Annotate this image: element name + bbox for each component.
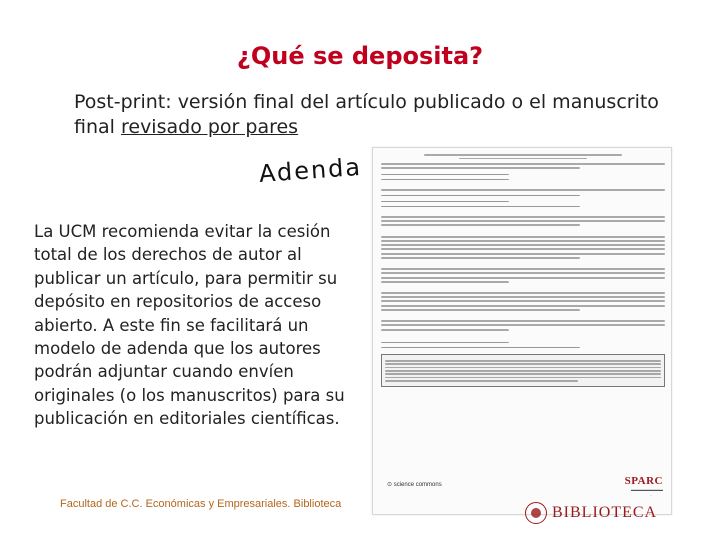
science-commons-logo: ⊙ science commons	[387, 482, 442, 488]
document-footnote-box	[381, 354, 665, 387]
subtitle-underlined-text: revisado por pares	[120, 116, 299, 138]
sparc-logo-block	[625, 475, 663, 492]
addendum-document-image	[372, 147, 672, 515]
document-heading-lines	[381, 154, 665, 159]
sparc-logo-subtext: ▬▬▬▬▬▬▬▬	[631, 487, 663, 492]
university-seal-icon	[525, 502, 547, 524]
sparc-logo: SPARC	[624, 475, 663, 487]
biblioteca-logo-text: BIBLIOTECA	[552, 504, 658, 521]
page-number-mark: ·	[650, 493, 652, 499]
subtitle-text: Post-print: versión final del artículo publicado o el manuscrito final	[74, 91, 659, 138]
adenda-label: Adenda	[258, 152, 363, 188]
slide-footer: Facultad de C.C. Económicas y Empresariales. Biblioteca	[60, 498, 342, 510]
slide-title: ¿Qué se deposita?	[236, 42, 484, 70]
slide-subtitle	[74, 90, 704, 140]
biblioteca-logo	[525, 500, 665, 526]
body-paragraph: La UCM recomienda evitar la cesión total de los derechos de autor al publicar un artículo, para permitir su depósito en repositorios de acceso abierto. A este fin se facilitará un modelo de adenda que los autores podrán adjuntar cuando envíen originales (o los manuscritos) para su publicación en editoriales científicas.	[34, 222, 345, 429]
